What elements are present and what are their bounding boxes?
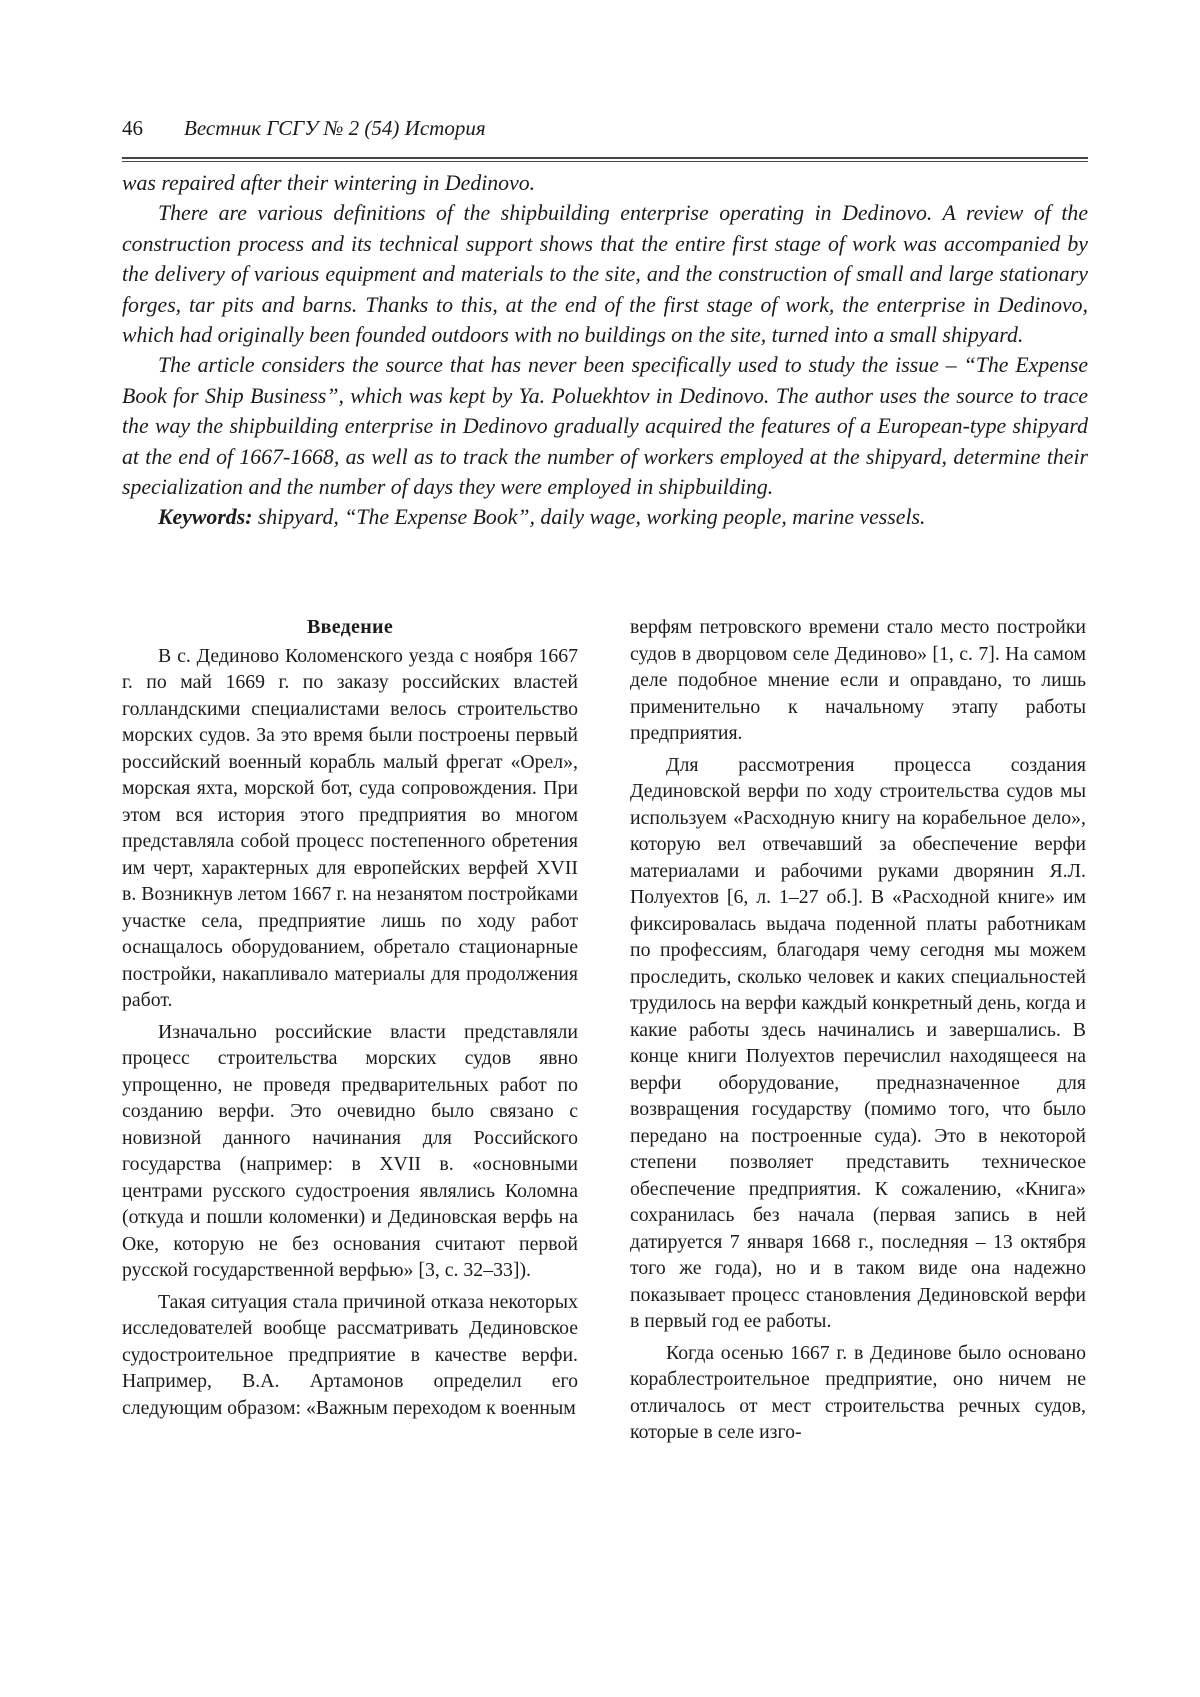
keywords-line	[122, 502, 1088, 532]
left-column	[122, 614, 578, 1426]
right-column	[630, 614, 1086, 1451]
header-rule-thick	[122, 157, 1088, 159]
body-paragraph: Такая ситуация стала причиной отказа некоторых исследователей вообще рассматривать Дединовское судостроительное предприятие в качестве верфи. Например, В.А. Артамонов определил его следующим образом: «Важным переходом к военным	[122, 1290, 578, 1419]
abstract-paragraph: There are various definitions of the shipbuilding enterprise operating in Dedinovo. A review of the construction process and its technical support shows that the entire first stage of work was accompanied by the delivery of various equipment and materials to the site, and the construction of small and large stationary forges, tar pits and barns. Thanks to this, at the end of the first stage of work, the enterprise in Dedinovo, which had originally been founded outdoors with no buildings on the site, turned into a small shipyard.	[122, 201, 1088, 348]
section-title: Введение	[306, 616, 394, 638]
keywords-label: Keywords:	[158, 505, 253, 530]
body-paragraph: Для рассмотрения процесса создания Дединовской верфи по ходу строительства судов мы используем «Расходную книгу на корабельное дело», которую вел отвечавший за обеспечение верфи материалами и рабочими руками дворянин Я.Л. Полуехтов [6, л. 1–27 об.]. В «Расходной книге» им фиксировалась выдача поденной платы работникам по профессиям, благодаря чему сегодня мы можем проследить, сколько человек и каких специальностей трудилось на верфи каждый конкретный день, когда и какие работы здесь начинались и завершались. В конце книги Полуехтов перечислил находящееся на верфи оборудование, предназначенное для возвращения государству (помимо того, что было передано на построенные суда). Это в некоторой степени позволяет представить техническое обеспечение предприятия. К сожалению, «Книга» сохранилась без начала (первая запись в ней датируется 7 января 1668 г., последняя – 13 октября того же года), но и в таком виде она надежно показывает процесс становления Дединовской верфи в первый год ее работы.	[630, 753, 1086, 1332]
page-header	[122, 116, 1088, 146]
keywords-text: shipyard, “The Expense Book”, daily wage, working people, marine vessels.	[252, 505, 926, 530]
english-abstract	[122, 168, 1088, 533]
body-paragraph: Изначально российские власти представляли процесс строительства морских судов явно упрощенно, не проведя предварительных работ по созданию верфи. Это очевидно было связано с новизной данного начинания для Российского государства (например: в XVII в. «основными центрами русского судостроения являлись Коломна (откуда и пошли коломенки) и Дединовская верфь на Оке, которую не без основания считают первой русской государственной верфью» [3, с. 32–33]).	[122, 1020, 578, 1281]
journal-title: Вестник ГСГУ № 2 (54) История	[184, 116, 486, 140]
header-rule-thin	[122, 161, 1088, 162]
page-number: 46	[122, 116, 143, 140]
body-paragraph: В с. Дединово Коломенского уезда с ноября 1667 г. по май 1669 г. по заказу российских властей голландскими специалистами велось строительство морских судов. За это время были построены первый российский военный корабль малый фрегат «Орел», морская яхта, морской бот, суда сопровождения. При этом вся история этого предприятия во многом представляла собой процесс постепенного обретения им черт, характерных для европейских верфей XVII в. Возникнув летом 1667 г. на незанятом постройками участке села, предприятие лишь по ходу работ оснащалось оборудованием, обретало стационарные постройки, накапливало материалы для продолжения работ.	[122, 644, 578, 1011]
abstract-paragraph: was repaired after their wintering in Dedinovo.	[122, 171, 536, 195]
abstract-paragraph: The article considers the source that has never been specifically used to study the issue – “The Expense Book for Ship Business”, which was kept by Ya. Poluekhtov in Dedinovo. The author uses the source to trace the way the shipbuilding enterprise in Dedinovo gradually acquired the features of a European-type shipyard at the end of 1667-1668, as well as to track the number of workers employed at the shipyard, determine their specialization and the number of days they were employed in shipbuilding.	[122, 353, 1088, 500]
body-paragraph: верфям петровского времени стало место постройки судов в дворцовом селе Дединово» [1, с. 7]. На самом деле подобное мнение если и оправдано, то лишь применительно к начальному этапу работы предприятия.	[630, 616, 1086, 744]
body-paragraph: Когда осенью 1667 г. в Дединове было основано кораблестроительное предприятие, оно ничем не отличалось от мест строительства речных судов, которые в селе изго-	[630, 1341, 1086, 1443]
